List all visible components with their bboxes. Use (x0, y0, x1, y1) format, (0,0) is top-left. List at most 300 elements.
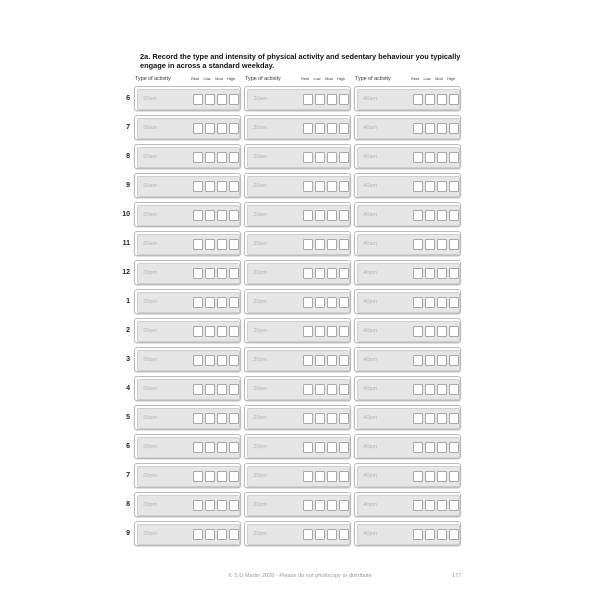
time-slot-meridiem: pm (369, 531, 377, 537)
intensity-checkbox-low[interactable] (425, 326, 435, 337)
copyright-footer: © S D Martin 2026 - Please do not photocopy or distribute (228, 573, 372, 579)
intensity-label-mod: Mod (215, 77, 223, 81)
intensity-checkbox-rest[interactable] (413, 268, 423, 279)
type-of-activity-field[interactable] (247, 495, 350, 516)
intensity-checkbox-rest[interactable] (413, 500, 423, 511)
intensity-checkbox-rest[interactable] (303, 355, 313, 366)
time-slot-minute: .00 (142, 502, 150, 508)
time-slot-label (362, 299, 377, 305)
intensity-checkbox-low[interactable] (315, 326, 325, 337)
intensity-checkbox-rest[interactable] (303, 471, 313, 482)
intensity-checkbox-low[interactable] (315, 239, 325, 250)
intensity-checkbox-high[interactable] (449, 123, 459, 134)
intensity-checkbox-mod[interactable] (437, 94, 447, 105)
intensity-checkbox-mod[interactable] (217, 94, 227, 105)
intensity-checkbox-high[interactable] (339, 239, 349, 250)
activity-cell (134, 405, 241, 430)
type-of-activity-field[interactable] (247, 118, 350, 139)
intensity-checkbox-rest[interactable] (413, 181, 423, 192)
intensity-checkbox-mod[interactable] (217, 500, 227, 511)
intensity-checkbox-low[interactable] (425, 297, 435, 308)
intensity-checkbox-rest[interactable] (303, 413, 313, 424)
intensity-checkbox-high[interactable] (339, 181, 349, 192)
time-slot-minute: .20 (252, 125, 260, 131)
type-of-activity-field[interactable] (137, 205, 240, 226)
type-of-activity-field[interactable] (247, 263, 350, 284)
intensity-checkbox-mod[interactable] (327, 268, 337, 279)
intensity-checkbox-rest[interactable] (193, 442, 203, 453)
intensity-checkbox-rest[interactable] (413, 297, 423, 308)
intensity-checkbox-rest[interactable] (413, 94, 423, 105)
type-of-activity-field[interactable] (137, 350, 240, 371)
time-slot-meridiem: pm (369, 299, 377, 305)
intensity-checkbox-high[interactable] (449, 442, 459, 453)
time-slot-label (252, 415, 267, 421)
intensity-checkbox-mod[interactable] (217, 442, 227, 453)
intensity-checkbox-high[interactable] (449, 181, 459, 192)
intensity-checkbox-rest[interactable] (193, 297, 203, 308)
type-of-activity-field[interactable] (357, 89, 460, 110)
intensity-checkbox-low[interactable] (315, 355, 325, 366)
intensity-checkbox-rest[interactable] (413, 239, 423, 250)
intensity-checkbox-rest[interactable] (413, 384, 423, 395)
intensity-checkbox-high[interactable] (229, 442, 239, 453)
time-slot-label (362, 502, 377, 508)
intensity-checkbox-rest[interactable] (193, 152, 203, 163)
type-of-activity-field[interactable] (137, 379, 240, 400)
intensity-checkbox-rest[interactable] (193, 123, 203, 134)
intensity-checkbox-rest[interactable] (193, 413, 203, 424)
intensity-checkbox-mod[interactable] (327, 152, 337, 163)
intensity-checkbox-rest[interactable] (413, 413, 423, 424)
intensity-checkbox-high[interactable] (229, 500, 239, 511)
intensity-checkbox-high[interactable] (449, 152, 459, 163)
intensity-checkbox-mod[interactable] (437, 442, 447, 453)
time-slot-minute: .00 (142, 125, 150, 131)
intensity-checkbox-mod[interactable] (437, 355, 447, 366)
type-of-activity-field[interactable] (357, 176, 460, 197)
intensity-checkbox-rest[interactable] (413, 529, 423, 540)
intensity-checkbox-mod[interactable] (327, 384, 337, 395)
intensity-checkbox-mod[interactable] (327, 529, 337, 540)
intensity-checkbox-mod[interactable] (327, 326, 337, 337)
time-slot-minute: .40 (362, 473, 370, 479)
intensity-checkbox-high[interactable] (339, 123, 349, 134)
intensity-checkbox-rest[interactable] (193, 181, 203, 192)
intensity-checkbox-rest[interactable] (193, 471, 203, 482)
intensity-checkbox-rest[interactable] (303, 152, 313, 163)
intensity-checkbox-low[interactable] (315, 529, 325, 540)
type-of-activity-field[interactable] (357, 321, 460, 342)
type-of-activity-field[interactable] (357, 205, 460, 226)
intensity-checkbox-high[interactable] (339, 152, 349, 163)
activity-cell (244, 115, 351, 140)
time-slot-meridiem: pm (259, 357, 267, 363)
type-of-activity-field[interactable] (357, 379, 460, 400)
time-slot-meridiem: am (369, 183, 377, 189)
intensity-checkbox-high[interactable] (339, 297, 349, 308)
type-of-activity-field[interactable] (247, 205, 350, 226)
intensity-checkbox-low[interactable] (205, 413, 215, 424)
intensity-checkbox-mod[interactable] (437, 384, 447, 395)
type-of-activity-field[interactable] (247, 466, 350, 487)
intensity-checkbox-low[interactable] (205, 500, 215, 511)
intensity-checkbox-high[interactable] (229, 210, 239, 221)
intensity-checkbox-low[interactable] (315, 442, 325, 453)
intensity-checkbox-low[interactable] (315, 123, 325, 134)
time-slot-label (142, 96, 157, 102)
time-slot-meridiem: pm (259, 415, 267, 421)
intensity-checkbox-rest[interactable] (413, 123, 423, 134)
time-slot-label (252, 125, 267, 131)
intensity-checkbox-mod[interactable] (217, 152, 227, 163)
type-of-activity-field[interactable] (137, 176, 240, 197)
intensity-checkbox-mod[interactable] (217, 413, 227, 424)
type-of-activity-field[interactable] (247, 524, 350, 545)
intensity-checkbox-low[interactable] (425, 181, 435, 192)
intensity-checkbox-high[interactable] (339, 355, 349, 366)
intensity-checkbox-high[interactable] (229, 355, 239, 366)
intensity-checkbox-mod[interactable] (327, 123, 337, 134)
type-of-activity-field[interactable] (247, 89, 350, 110)
intensity-checkbox-rest[interactable] (413, 471, 423, 482)
intensity-checkbox-low[interactable] (205, 268, 215, 279)
type-of-activity-field[interactable] (137, 495, 240, 516)
time-slot-meridiem: pm (369, 357, 377, 363)
intensity-checkbox-high[interactable] (449, 384, 459, 395)
intensity-checkbox-mod[interactable] (437, 268, 447, 279)
intensity-checkbox-low[interactable] (205, 529, 215, 540)
intensity-checkbox-high[interactable] (449, 239, 459, 250)
intensity-label-high: High (447, 77, 455, 81)
intensity-checkbox-low[interactable] (315, 471, 325, 482)
intensity-checkbox-mod[interactable] (437, 326, 447, 337)
type-of-activity-field[interactable] (357, 495, 460, 516)
intensity-checkbox-mod[interactable] (217, 297, 227, 308)
intensity-checkbox-mod[interactable] (437, 500, 447, 511)
intensity-checkbox-rest[interactable] (193, 384, 203, 395)
intensity-checkbox-high[interactable] (229, 297, 239, 308)
intensity-checkbox-rest[interactable] (193, 210, 203, 221)
type-of-activity-field[interactable] (357, 147, 460, 168)
intensity-checkbox-low[interactable] (315, 500, 325, 511)
type-of-activity-field[interactable] (247, 292, 350, 313)
intensity-checkbox-low[interactable] (205, 181, 215, 192)
intensity-checkbox-low[interactable] (315, 413, 325, 424)
time-slot-minute: .40 (362, 299, 370, 305)
time-slot-meridiem: am (149, 154, 157, 160)
intensity-checkbox-high[interactable] (229, 123, 239, 134)
intensity-checkbox-low[interactable] (205, 123, 215, 134)
intensity-checkbox-mod[interactable] (437, 123, 447, 134)
intensity-checkbox-low[interactable] (425, 442, 435, 453)
type-of-activity-field[interactable] (137, 263, 240, 284)
intensity-checkbox-high[interactable] (339, 500, 349, 511)
intensity-checkbox-mod[interactable] (217, 181, 227, 192)
intensity-checkbox-rest[interactable] (413, 210, 423, 221)
intensity-checkbox-high[interactable] (229, 413, 239, 424)
time-slot-meridiem: pm (369, 415, 377, 421)
type-of-activity-field[interactable] (357, 350, 460, 371)
intensity-checkbox-high[interactable] (229, 181, 239, 192)
intensity-checkbox-low[interactable] (205, 355, 215, 366)
intensity-checkbox-mod[interactable] (327, 471, 337, 482)
intensity-checkbox-low[interactable] (205, 210, 215, 221)
intensity-checkbox-low[interactable] (205, 471, 215, 482)
intensity-checkbox-high[interactable] (339, 529, 349, 540)
intensity-checkbox-rest[interactable] (303, 529, 313, 540)
intensity-checkbox-rest[interactable] (303, 94, 313, 105)
type-of-activity-field[interactable] (137, 147, 240, 168)
intensity-label-low: Low (423, 77, 431, 81)
intensity-checkbox-mod[interactable] (437, 210, 447, 221)
time-slot-minute: .00 (142, 444, 150, 450)
intensity-checkbox-mod[interactable] (327, 210, 337, 221)
intensity-checkbox-low[interactable] (315, 152, 325, 163)
intensity-checkbox-high[interactable] (229, 152, 239, 163)
time-slot-minute: .20 (252, 415, 260, 421)
time-slot-meridiem: pm (149, 357, 157, 363)
type-of-activity-field[interactable] (247, 408, 350, 429)
intensity-checkbox-high[interactable] (339, 94, 349, 105)
type-of-activity-label: Type of activity (355, 76, 391, 82)
intensity-checkbox-mod[interactable] (217, 471, 227, 482)
activity-cell (134, 376, 241, 401)
intensity-checkbox-mod[interactable] (217, 239, 227, 250)
type-of-activity-field[interactable] (137, 437, 240, 458)
intensity-checkbox-rest[interactable] (413, 152, 423, 163)
intensity-checkbox-low[interactable] (205, 239, 215, 250)
intensity-checkbox-mod[interactable] (437, 413, 447, 424)
intensity-checkbox-high[interactable] (339, 442, 349, 453)
type-of-activity-field[interactable] (247, 176, 350, 197)
time-slot-meridiem: pm (369, 386, 377, 392)
intensity-checkbox-mod[interactable] (217, 529, 227, 540)
intensity-checkbox-low[interactable] (315, 297, 325, 308)
intensity-label-low: Low (313, 77, 321, 81)
intensity-checkbox-mod[interactable] (327, 413, 337, 424)
intensity-checkbox-high[interactable] (449, 529, 459, 540)
type-of-activity-field[interactable] (137, 524, 240, 545)
time-slot-label (252, 270, 267, 276)
intensity-checkbox-rest[interactable] (303, 268, 313, 279)
intensity-checkbox-rest[interactable] (193, 94, 203, 105)
intensity-label-rest: Rest (301, 77, 309, 81)
intensity-checkbox-low[interactable] (425, 239, 435, 250)
intensity-checkbox-low[interactable] (315, 210, 325, 221)
type-of-activity-field[interactable] (247, 379, 350, 400)
intensity-checkbox-high[interactable] (229, 239, 239, 250)
intensity-checkbox-mod[interactable] (217, 326, 227, 337)
intensity-label-rest: Rest (411, 77, 419, 81)
time-slot-meridiem: pm (369, 444, 377, 450)
type-of-activity-field[interactable] (357, 524, 460, 545)
time-slot-meridiem: pm (149, 270, 157, 276)
intensity-checkbox-mod[interactable] (327, 297, 337, 308)
intensity-checkbox-rest[interactable] (413, 442, 423, 453)
intensity-checkbox-low[interactable] (205, 384, 215, 395)
time-slot-minute: .00 (142, 473, 150, 479)
type-of-activity-field[interactable] (357, 466, 460, 487)
intensity-checkbox-high[interactable] (449, 268, 459, 279)
intensity-checkbox-high[interactable] (449, 471, 459, 482)
type-of-activity-field[interactable] (137, 466, 240, 487)
type-of-activity-field[interactable] (357, 118, 460, 139)
type-of-activity-field[interactable] (357, 234, 460, 255)
intensity-checkbox-low[interactable] (425, 210, 435, 221)
type-of-activity-field[interactable] (247, 350, 350, 371)
intensity-checkbox-low[interactable] (205, 297, 215, 308)
intensity-checkbox-mod[interactable] (437, 239, 447, 250)
intensity-checkbox-rest[interactable] (303, 500, 313, 511)
type-of-activity-label: Type of activity (245, 76, 281, 82)
intensity-checkbox-mod[interactable] (327, 500, 337, 511)
intensity-checkbox-mod[interactable] (437, 471, 447, 482)
time-slot-label (362, 96, 377, 102)
intensity-checkbox-rest[interactable] (413, 355, 423, 366)
intensity-checkbox-high[interactable] (339, 268, 349, 279)
time-slot-minute: .20 (252, 502, 260, 508)
activity-cell (134, 86, 241, 111)
intensity-checkbox-mod[interactable] (217, 123, 227, 134)
type-of-activity-field[interactable] (357, 437, 460, 458)
time-slot-meridiem: pm (149, 502, 157, 508)
intensity-checkbox-rest[interactable] (193, 529, 203, 540)
intensity-checkbox-mod[interactable] (437, 297, 447, 308)
intensity-checkbox-rest[interactable] (303, 210, 313, 221)
type-of-activity-field[interactable] (247, 321, 350, 342)
intensity-checkbox-mod[interactable] (327, 355, 337, 366)
intensity-checkbox-high[interactable] (449, 326, 459, 337)
intensity-checkbox-mod[interactable] (327, 442, 337, 453)
intensity-checkbox-low[interactable] (425, 529, 435, 540)
intensity-checkbox-high[interactable] (339, 471, 349, 482)
intensity-checkbox-mod[interactable] (437, 152, 447, 163)
intensity-checkbox-high[interactable] (339, 326, 349, 337)
intensity-checkbox-mod[interactable] (217, 355, 227, 366)
time-slot-label (142, 125, 157, 131)
intensity-checkbox-mod[interactable] (217, 210, 227, 221)
intensity-checkbox-low[interactable] (315, 268, 325, 279)
intensity-checkbox-low[interactable] (205, 326, 215, 337)
intensity-checkbox-rest[interactable] (303, 297, 313, 308)
time-slot-meridiem: am (149, 212, 157, 218)
intensity-checkbox-high[interactable] (229, 268, 239, 279)
hour-label: 10 (122, 211, 130, 218)
time-slot-minute: .20 (252, 444, 260, 450)
intensity-checkbox-high[interactable] (449, 500, 459, 511)
type-of-activity-field[interactable] (357, 408, 460, 429)
time-slot-minute: .20 (252, 357, 260, 363)
time-slot-meridiem: am (259, 241, 267, 247)
type-of-activity-field[interactable] (137, 234, 240, 255)
intensity-checkbox-low[interactable] (315, 181, 325, 192)
intensity-checkbox-high[interactable] (229, 94, 239, 105)
intensity-checkbox-rest[interactable] (303, 123, 313, 134)
type-of-activity-field[interactable] (357, 292, 460, 313)
intensity-checkbox-low[interactable] (205, 152, 215, 163)
intensity-checkbox-high[interactable] (449, 94, 459, 105)
intensity-checkbox-rest[interactable] (193, 239, 203, 250)
type-of-activity-field[interactable] (137, 408, 240, 429)
intensity-checkbox-mod[interactable] (327, 239, 337, 250)
intensity-checkbox-mod[interactable] (437, 181, 447, 192)
intensity-checkbox-high[interactable] (229, 529, 239, 540)
time-slot-minute: .40 (362, 357, 370, 363)
intensity-checkbox-low[interactable] (425, 268, 435, 279)
intensity-checkbox-rest[interactable] (193, 355, 203, 366)
intensity-checkbox-rest[interactable] (193, 268, 203, 279)
intensity-label-low: Low (203, 77, 211, 81)
type-of-activity-field[interactable] (137, 89, 240, 110)
time-slot-label (362, 212, 377, 218)
intensity-checkbox-low[interactable] (425, 152, 435, 163)
activity-cell (134, 463, 241, 488)
intensity-checkbox-low[interactable] (315, 384, 325, 395)
intensity-checkbox-high[interactable] (449, 210, 459, 221)
type-of-activity-field[interactable] (247, 234, 350, 255)
time-slot-meridiem: pm (149, 299, 157, 305)
intensity-checkbox-rest[interactable] (413, 326, 423, 337)
intensity-checkbox-low[interactable] (425, 94, 435, 105)
intensity-checkbox-mod[interactable] (217, 268, 227, 279)
intensity-checkbox-mod[interactable] (437, 529, 447, 540)
intensity-checkbox-low[interactable] (425, 500, 435, 511)
intensity-checkbox-rest[interactable] (303, 181, 313, 192)
type-of-activity-field[interactable] (137, 118, 240, 139)
intensity-checkbox-mod[interactable] (327, 94, 337, 105)
intensity-checkbox-high[interactable] (229, 384, 239, 395)
time-slot-label (362, 473, 377, 479)
activity-cell (244, 521, 351, 546)
intensity-checkbox-high[interactable] (339, 413, 349, 424)
intensity-checkbox-low[interactable] (205, 94, 215, 105)
intensity-checkbox-rest[interactable] (303, 384, 313, 395)
intensity-checkbox-low[interactable] (205, 442, 215, 453)
intensity-checkbox-low[interactable] (425, 471, 435, 482)
type-of-activity-field[interactable] (137, 292, 240, 313)
intensity-checkbox-rest[interactable] (303, 239, 313, 250)
intensity-checkbox-high[interactable] (449, 355, 459, 366)
intensity-checkbox-mod[interactable] (327, 181, 337, 192)
intensity-checkbox-high[interactable] (449, 297, 459, 308)
intensity-checkbox-low[interactable] (425, 123, 435, 134)
type-of-activity-field[interactable] (357, 263, 460, 284)
intensity-checkbox-low[interactable] (425, 384, 435, 395)
intensity-checkbox-low[interactable] (315, 94, 325, 105)
intensity-checkbox-rest[interactable] (193, 326, 203, 337)
intensity-checkbox-rest[interactable] (303, 326, 313, 337)
time-slot-meridiem: am (259, 212, 267, 218)
intensity-checkbox-high[interactable] (229, 471, 239, 482)
intensity-checkbox-high[interactable] (339, 384, 349, 395)
type-of-activity-field[interactable] (247, 147, 350, 168)
time-slot-meridiem: pm (369, 473, 377, 479)
intensity-checkbox-high[interactable] (229, 326, 239, 337)
intensity-checkbox-rest[interactable] (193, 500, 203, 511)
intensity-checkbox-high[interactable] (449, 413, 459, 424)
type-of-activity-field[interactable] (137, 321, 240, 342)
intensity-checkbox-rest[interactable] (303, 442, 313, 453)
time-slot-label (142, 502, 157, 508)
page-number: 177 (452, 573, 462, 579)
intensity-checkbox-mod[interactable] (217, 384, 227, 395)
intensity-checkbox-high[interactable] (339, 210, 349, 221)
type-of-activity-field[interactable] (247, 437, 350, 458)
activity-cell (354, 521, 461, 546)
intensity-checkbox-low[interactable] (425, 413, 435, 424)
intensity-checkbox-low[interactable] (425, 355, 435, 366)
